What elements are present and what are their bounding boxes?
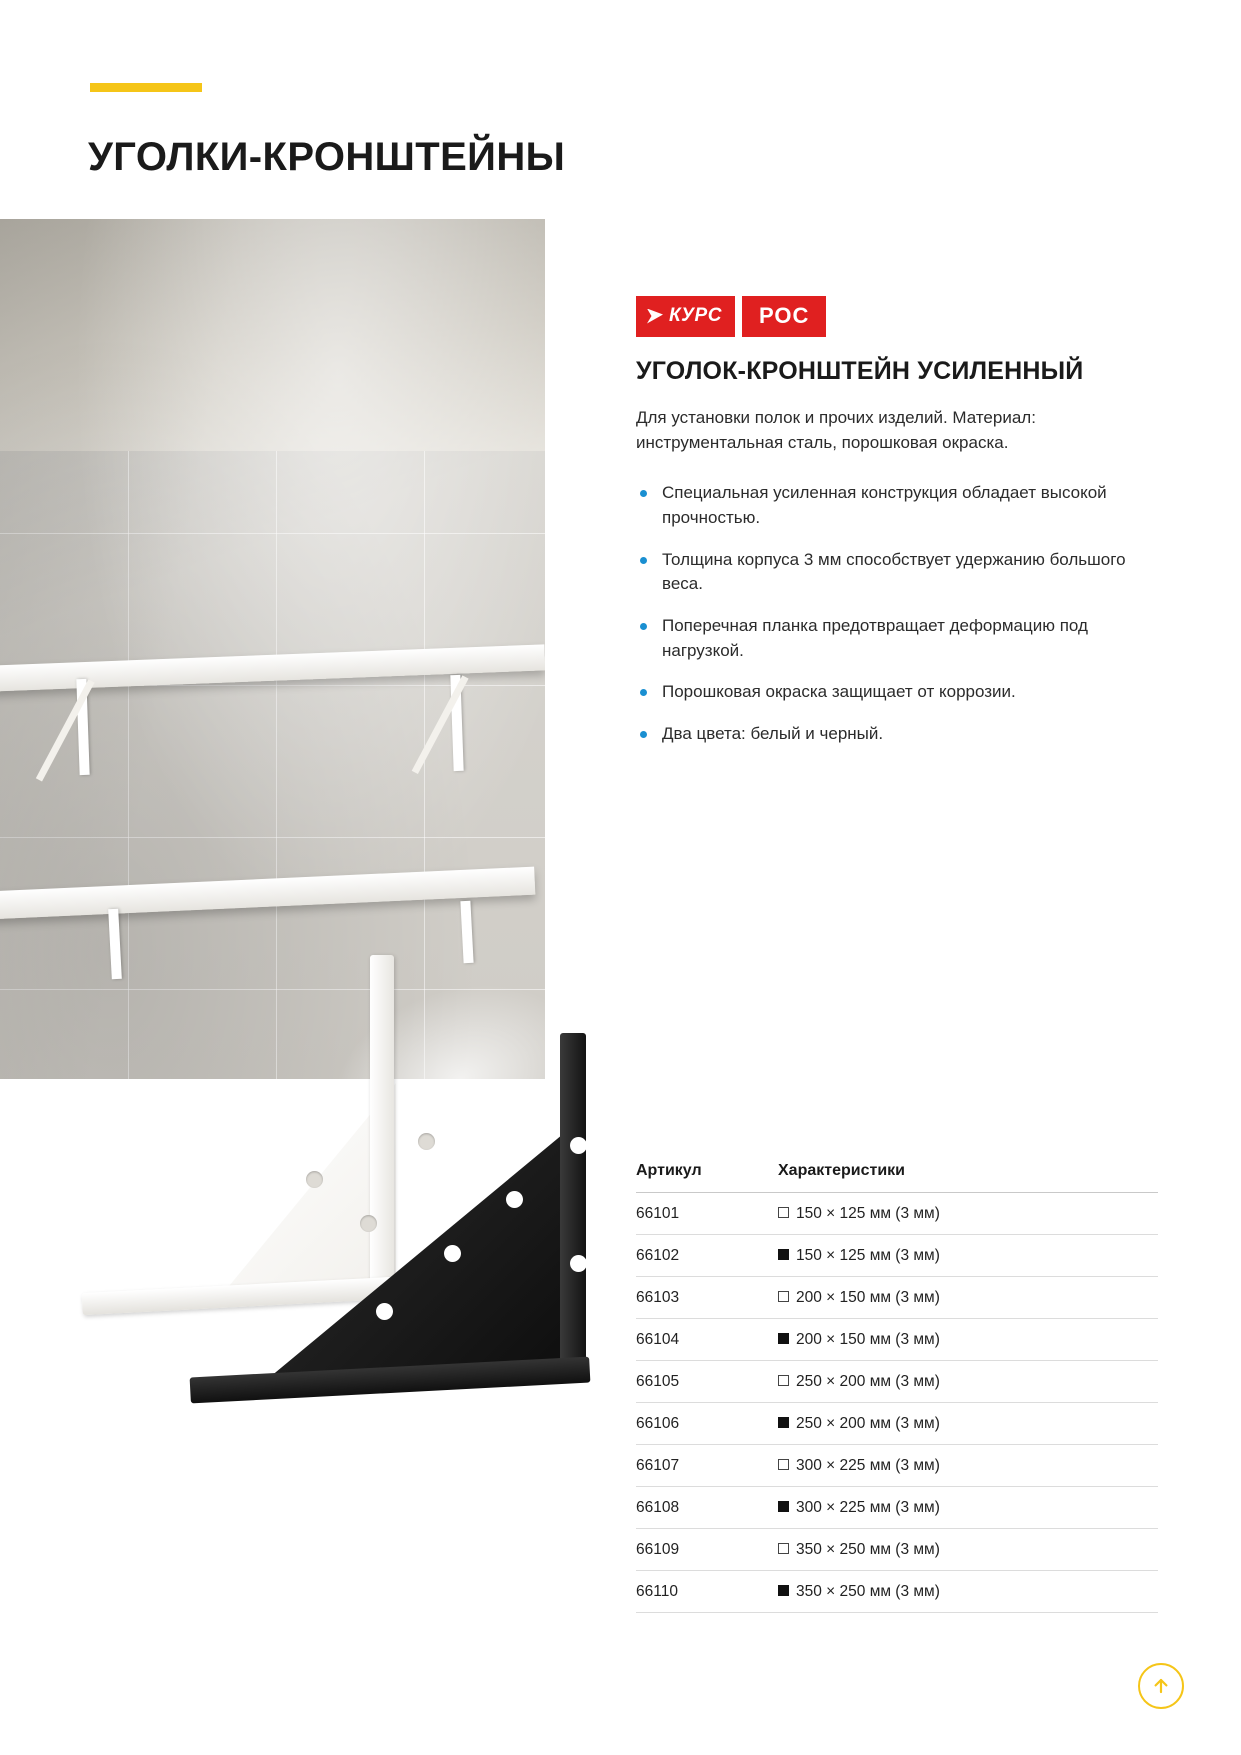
color-swatch-white [778,1459,789,1470]
color-swatch-black [778,1417,789,1428]
table-row [636,1361,1158,1403]
cell-article: 66109 [636,1529,778,1571]
feature-item: Поперечная планка предотвращает деформацию под нагрузкой. [636,614,1126,663]
table-row [636,1571,1158,1613]
logo-kurs [636,296,735,337]
spec-text: 350 × 250 мм (3 мм) [796,1541,940,1558]
product-info-panel [636,296,1136,763]
spec-text: 350 × 250 мм (3 мм) [796,1583,940,1600]
feature-item: Специальная усиленная конструкция обладает высокой прочностью. [636,481,1126,530]
specification-table [636,1162,1158,1613]
spec-text: 200 × 150 мм (3 мм) [796,1289,940,1306]
feature-item: Два цвета: белый и черный. [636,722,1126,747]
bracket-hole [376,1303,393,1320]
bracket-hole [570,1255,587,1272]
bracket-hole [306,1171,323,1188]
spec-text: 200 × 150 мм (3 мм) [796,1331,940,1348]
spec-text: 150 × 125 мм (3 мм) [796,1247,940,1264]
table-row [636,1403,1158,1445]
arrow-up-icon [1151,1676,1171,1696]
color-swatch-white [778,1375,789,1386]
cell-article: 66103 [636,1277,778,1319]
cell-spec [778,1319,1158,1361]
table-row [636,1193,1158,1235]
color-swatch-white [778,1291,789,1302]
color-swatch-black [778,1333,789,1344]
table-header-row [636,1162,1158,1193]
title-accent-rule [90,83,202,92]
product-description: Для установки полок и прочих изделий. Материал: инструментальная сталь, порошковая окраска. [636,408,1036,453]
cell-spec [778,1529,1158,1571]
scroll-to-top-button[interactable] [1138,1663,1184,1709]
bracket-hole [418,1133,435,1150]
table-row [636,1235,1158,1277]
flag-icon [647,309,663,324]
bracket-hole [570,1137,587,1154]
table-row [636,1277,1158,1319]
cell-spec [778,1277,1158,1319]
logo-kurs-label: КУРС [669,305,722,326]
cell-article: 66107 [636,1445,778,1487]
bracket-white-vertical-arm [370,955,394,1285]
product-photo [0,219,545,1079]
feature-item: Порошковая окраска защищает от коррозии. [636,680,1126,705]
table-body [636,1193,1158,1613]
table-header-characteristics: Характеристики [778,1162,1158,1193]
color-swatch-black [778,1585,789,1596]
spec-text: 300 × 225 мм (3 мм) [796,1457,940,1474]
table-row [636,1319,1158,1361]
cell-article: 66101 [636,1193,778,1235]
cell-article: 66105 [636,1361,778,1403]
feature-item: Толщина корпуса 3 мм способствует удержанию большого веса. [636,548,1126,597]
spec-text: 250 × 200 мм (3 мм) [796,1415,940,1432]
bracket-hole [444,1245,461,1262]
cell-article: 66102 [636,1235,778,1277]
spec-text: 150 × 125 мм (3 мм) [796,1205,940,1222]
table-row [636,1445,1158,1487]
spec-text: 300 × 225 мм (3 мм) [796,1499,940,1516]
bracket-black-vertical-arm [560,1033,586,1373]
cell-spec [778,1403,1158,1445]
color-swatch-black [778,1501,789,1512]
color-swatch-white [778,1543,789,1554]
cell-spec [778,1193,1158,1235]
cell-article: 66104 [636,1319,778,1361]
cell-spec [778,1571,1158,1613]
cell-spec [778,1235,1158,1277]
bracket-hole [360,1215,377,1232]
product-name: УГОЛОК-КРОНШТЕЙН УСИЛЕННЫЙ [636,357,1084,385]
color-swatch-white [778,1207,789,1218]
cell-article: 66108 [636,1487,778,1529]
logo-ros-label: РОС [758,303,810,328]
cell-article: 66110 [636,1571,778,1613]
cell-article: 66106 [636,1403,778,1445]
table-header-article: Артикул [636,1162,778,1193]
cell-spec [778,1361,1158,1403]
brand-logos [636,296,1136,337]
bracket-product-shot [70,955,570,1475]
spec-text: 250 × 200 мм (3 мм) [796,1373,940,1390]
table-row [636,1487,1158,1529]
color-swatch-black [778,1249,789,1260]
cell-spec [778,1445,1158,1487]
table-row [636,1529,1158,1571]
cell-spec [778,1487,1158,1529]
feature-list [636,481,1136,746]
logo-ros [742,296,826,337]
bracket-hole [506,1191,523,1208]
page-title: УГОЛКИ-КРОНШТЕЙНЫ [88,134,566,179]
